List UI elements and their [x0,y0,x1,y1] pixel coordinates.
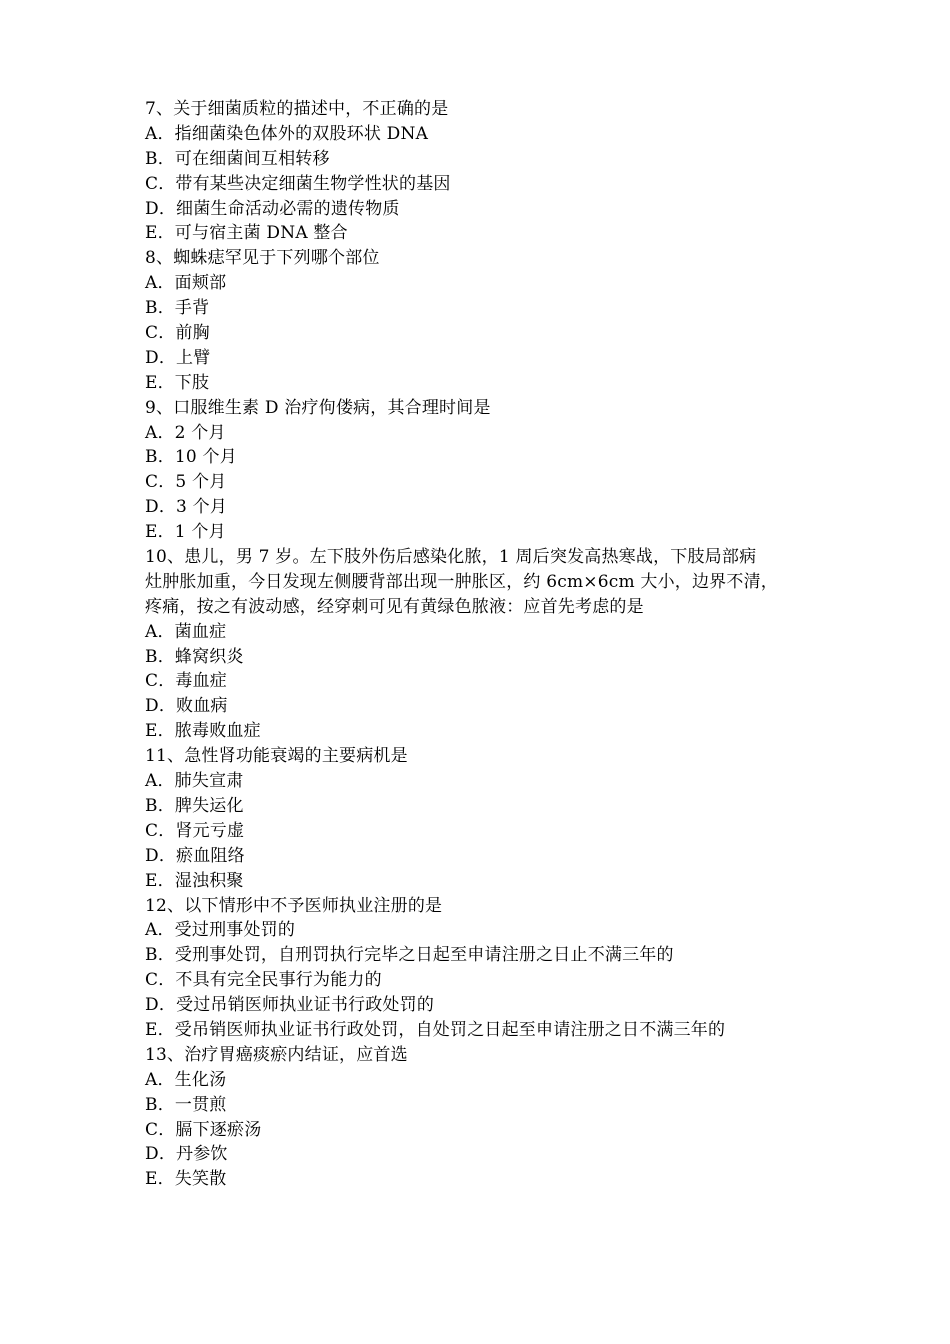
option-a: A．2 个月 [145,422,226,443]
option-d: D．上臂 [145,347,211,368]
option-b: B．蜂窝织炎 [145,646,244,667]
option-a: A．菌血症 [145,621,227,642]
document-page [145,97,805,1192]
option-b: B．可在细菌间互相转移 [145,148,330,169]
option-a: A．受过刑事处罚的 [145,920,296,941]
question-11 [145,744,805,893]
question-stem: 11、急性肾功能衰竭的主要病机是 [145,746,408,767]
question-7 [145,97,805,246]
option-a: A．生化汤 [145,1069,227,1090]
option-e: E．下肢 [145,372,210,393]
option-b: B．一贯煎 [145,1094,227,1115]
option-e: E．湿浊积聚 [145,870,244,891]
question-13 [145,1043,805,1192]
question-8 [145,246,805,395]
question-stem: 9、口服维生素 D 治疗佝偻病，其合理时间是 [145,397,491,418]
question-stem-line-1: 10、患儿，男 7 岁。左下肢外伤后感染化脓，1 周后突发高热寒战，下肢局部病 [145,547,757,568]
option-d: D．丹参饮 [145,1144,228,1165]
option-a: A．指细菌染色体外的双股环状 DNA [145,123,429,144]
option-d: D．细菌生命活动必需的遗传物质 [145,198,400,219]
option-c: C．前胸 [145,323,210,344]
option-c: C．5 个月 [145,472,227,493]
option-d: D．3 个月 [145,497,228,518]
question-9 [145,396,805,545]
question-stem-line-3: 疼痛，按之有波动感，经穿刺可见有黄绿色脓液：应首先考虑的是 [145,596,644,617]
question-stem-line-2: 灶肿胀加重，今日发现左侧腰背部出现一肿胀区，约 6cm×6cm 大小，边界不清， [145,571,778,592]
option-e: E．失笑散 [145,1169,227,1190]
option-a: A．肺失宣肃 [145,771,244,792]
option-a: A．面颊部 [145,273,227,294]
option-b: B．受刑事处罚，自刑罚执行完毕之日起至申请注册之日止不满三年的 [145,945,674,966]
option-d: D．败血病 [145,696,228,717]
question-10 [145,545,805,744]
option-b: B．手背 [145,298,210,319]
question-stem: 13、治疗胃癌痰瘀内结证，应首选 [145,1044,408,1065]
option-e: E．受吊销医师执业证书行政处罚，自处罚之日起至申请注册之日不满三年的 [145,1019,726,1040]
question-stem: 12、以下情形中不予医师执业注册的是 [145,895,443,916]
option-e: E．可与宿主菌 DNA 整合 [145,223,348,244]
option-b: B．脾失运化 [145,795,244,816]
option-d: D．瘀血阻络 [145,845,245,866]
option-e: E．脓毒败血症 [145,721,261,742]
question-stem: 8、蜘蛛痣罕见于下列哪个部位 [145,248,380,269]
question-stem: 7、关于细菌质粒的描述中，不正确的是 [145,99,449,119]
option-c: C．不具有完全民事行为能力的 [145,970,382,991]
option-e: E．1 个月 [145,522,226,543]
option-c: C．膈下逐瘀汤 [145,1119,262,1140]
option-c: C．毒血症 [145,671,228,692]
option-d: D．受过吊销医师执业证书行政处罚的 [145,995,435,1016]
question-12 [145,894,805,1043]
option-b: B．10 个月 [145,447,237,468]
option-c: C．带有某些决定细菌生物学性状的基因 [145,173,451,194]
option-c: C．肾元亏虚 [145,820,245,841]
